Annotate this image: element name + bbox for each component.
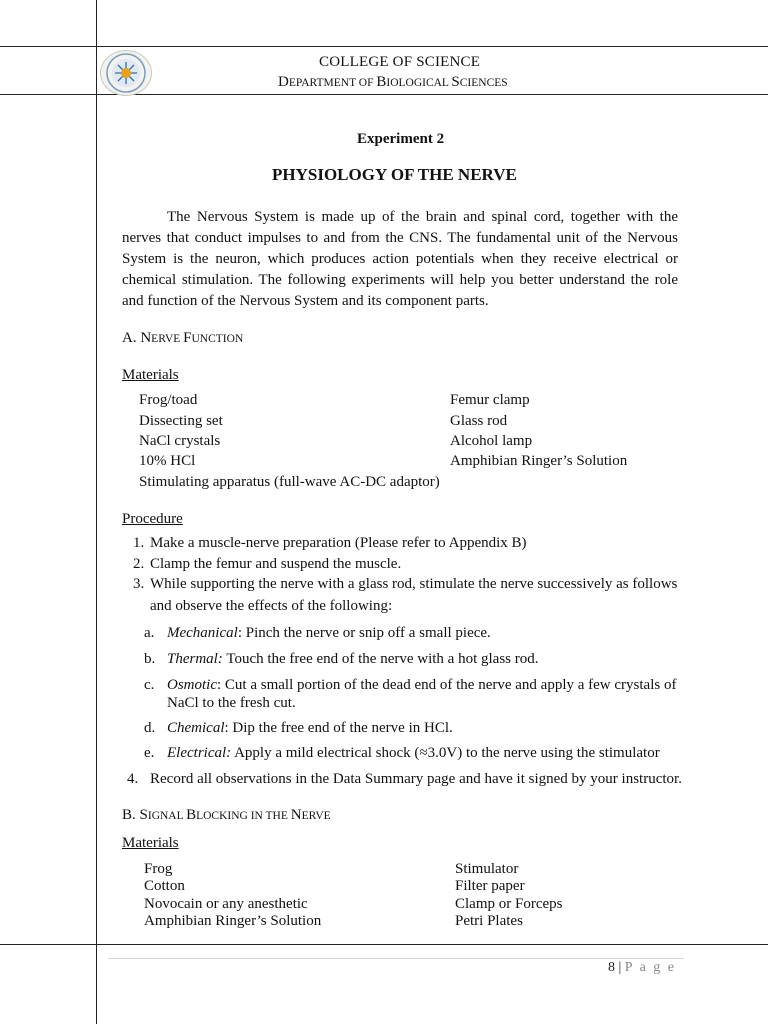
list-item: Clamp or Forceps — [455, 896, 563, 912]
heading-segment: N — [290, 807, 302, 823]
page-separator: | — [614, 960, 625, 975]
footer-rule — [0, 944, 768, 945]
list-item: Stimulator — [455, 861, 519, 877]
list-item: NaCl crystals — [139, 433, 221, 449]
page-title: PHYSIOLOGY OF THE NERVE — [272, 165, 517, 184]
heading-segment: A. N — [122, 330, 152, 346]
section-a-heading — [122, 329, 243, 348]
heading-segment: S — [451, 74, 460, 90]
seal-sun — [121, 68, 131, 78]
substep-term: Osmotic — [167, 677, 217, 693]
materials-a-label: Materials — [122, 367, 179, 383]
substep-text — [167, 624, 491, 642]
list-item: 10% HCl — [139, 453, 196, 469]
step-number: 1. — [133, 535, 145, 551]
substep-description: : Pinch the nerve or snip off a small piece. — [237, 625, 491, 641]
substep-text — [167, 650, 539, 668]
heading-segment: D — [278, 74, 289, 90]
intro-text: The Nervous System is made up of the brain and spinal cord, together with the nerves that conduct impulses to and from the CNS. The fundamental unit of the Nervous System is the neuron, which produces action potentials when they receive electrical or chemical stimulation. The following experiments will help you better understand the role and function of the Nervous System and its component parts. — [122, 209, 678, 309]
heading-segment: ERVE — [301, 810, 331, 822]
substep-letter: b. — [144, 651, 156, 667]
substep-description: : Cut a small portion of the dead end of the nerve and apply a few crystals of — [217, 677, 677, 693]
step-text: Make a muscle-nerve preparation (Please refer to Appendix B) — [150, 535, 527, 551]
department-name — [278, 73, 508, 92]
university-seal-icon — [100, 50, 152, 96]
step-text-continued: and observe the effects of the following: — [150, 598, 393, 614]
section-b-heading — [122, 806, 331, 825]
procedure-label: Procedure — [122, 511, 183, 527]
heading-segment: UNCTION — [191, 333, 244, 345]
list-item: Petri Plates — [455, 913, 523, 929]
list-item: Frog/toad — [139, 392, 198, 408]
list-item: Glass rod — [450, 413, 508, 429]
experiment-number: Experiment 2 — [357, 131, 445, 147]
substep-text — [167, 744, 660, 762]
substep-term: Thermal: — [167, 651, 223, 667]
heading-segment: IOLOGICAL — [386, 77, 452, 89]
heading-segment: F — [183, 330, 192, 346]
step-text: Clamp the femur and suspend the muscle. — [150, 556, 402, 572]
substep-text-continued: NaCl to the fresh cut. — [167, 695, 296, 711]
list-item: Filter paper — [455, 878, 525, 894]
substep-text — [167, 719, 453, 737]
list-item: Amphibian Ringer’s Solution — [144, 913, 322, 929]
list-item: Femur clamp — [450, 392, 530, 408]
list-item: Alcohol lamp — [450, 433, 533, 449]
heading-segment: IGNAL — [147, 810, 187, 822]
page-number-value: 8 — [607, 960, 615, 975]
list-item: Dissecting set — [139, 413, 223, 429]
left-margin-line — [96, 0, 97, 1024]
substep-term: Electrical: — [167, 745, 232, 761]
heading-segment: CIENCES — [459, 77, 508, 89]
heading-segment: EPARTMENT OF — [288, 77, 377, 89]
substep-description: Apply a mild electrical shock (≈3.0V) to the nerve using the stimulator — [231, 745, 660, 761]
substep-description: Touch the free end of the nerve with a hot glass rod. — [222, 651, 539, 667]
substep-term: Chemical — [167, 720, 225, 736]
heading-segment: B — [186, 807, 197, 823]
footer-thin-rule — [108, 958, 684, 959]
page-word: P a g e — [624, 960, 676, 975]
list-item: Cotton — [144, 878, 185, 894]
substep-description: : Dip the free end of the nerve in HCl. — [224, 720, 453, 736]
step-number: 4. — [127, 771, 139, 787]
page-number — [608, 960, 676, 976]
list-item: Frog — [144, 861, 173, 877]
substep-letter: d. — [144, 720, 156, 736]
heading-segment: ERVE — [151, 333, 184, 345]
substep-term: Mechanical — [167, 625, 238, 641]
step-number: 2. — [133, 556, 145, 572]
heading-segment: B. S — [122, 807, 148, 823]
step-number: 3. — [133, 576, 145, 592]
heading-segment: LOCKING IN THE — [196, 810, 291, 822]
list-item: Amphibian Ringer’s Solution — [450, 453, 628, 469]
heading-segment: B — [376, 74, 387, 90]
list-item: Novocain or any anesthetic — [144, 896, 308, 912]
step-text: Record all observations in the Data Summary page and have it signed by your instructor. — [150, 771, 682, 787]
substep-letter: a. — [144, 625, 155, 641]
substep-letter: c. — [144, 677, 155, 693]
college-name: COLLEGE OF SCIENCE — [319, 54, 481, 70]
step-text: While supporting the nerve with a glass rod, stimulate the nerve successively as follows — [150, 576, 678, 592]
substep-text — [167, 676, 676, 694]
intro-paragraph — [122, 207, 678, 312]
header-top-rule — [0, 46, 768, 47]
materials-b-label: Materials — [122, 835, 179, 851]
substep-letter: e. — [144, 745, 155, 761]
list-item: Stimulating apparatus (full-wave AC-DC adaptor) — [139, 474, 440, 490]
